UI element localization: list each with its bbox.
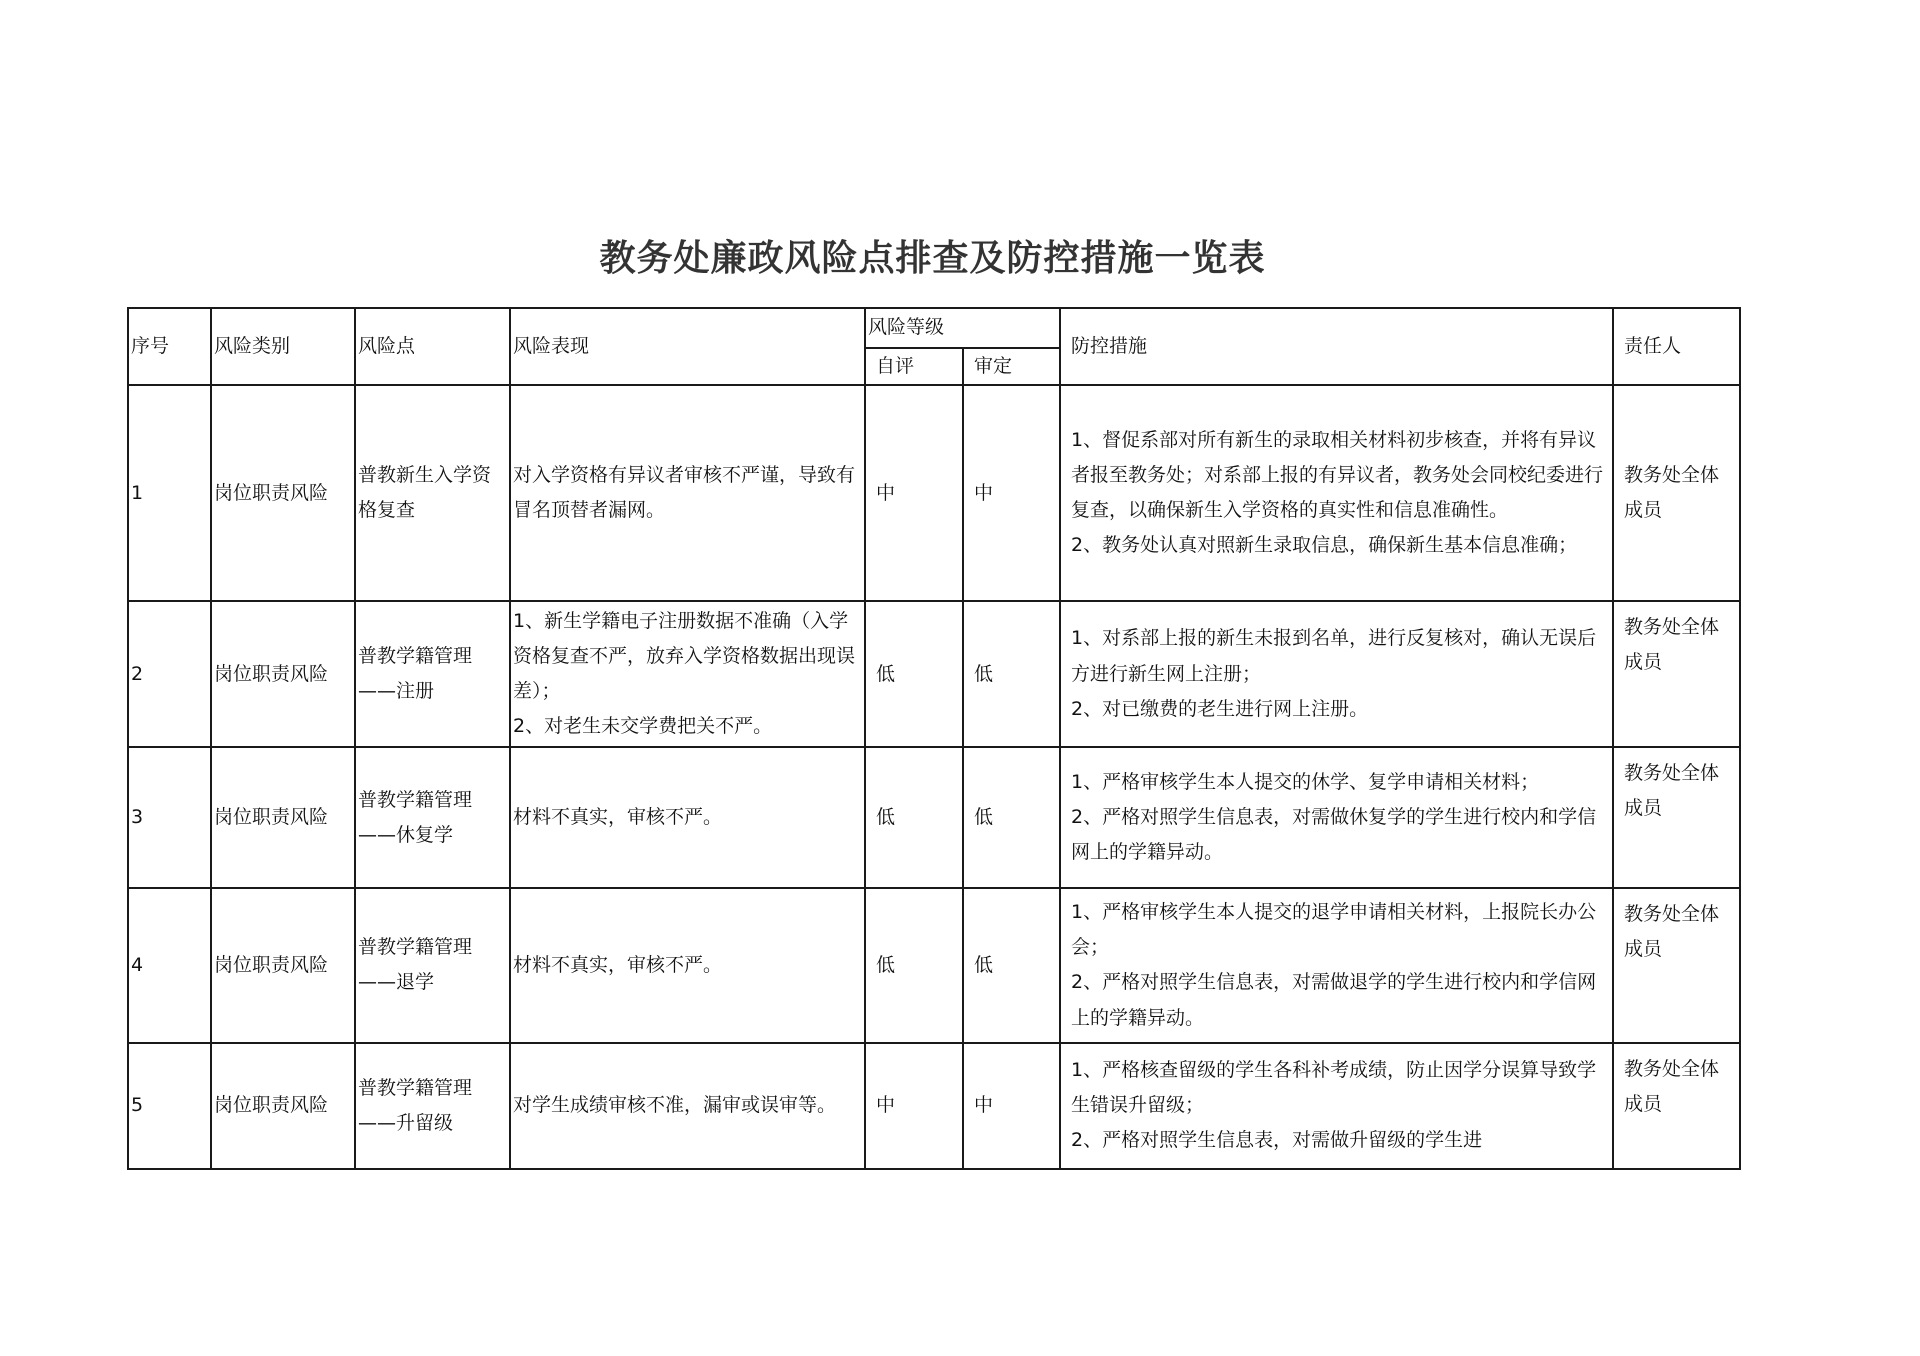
cell-category: 岗位职责风险	[211, 747, 355, 888]
measure-item: 1、严格核查留级的学生各科补考成绩，防止因学分误算导致学生错误升留级；	[1071, 1058, 1597, 1117]
cell-category: 岗位职责风险	[211, 385, 355, 601]
manifestation-item: 1、新生学籍电子注册数据不准确（入学资格复查不严，放弃入学资格数据出现误差）；	[513, 609, 856, 703]
table-row	[128, 888, 1740, 1043]
cell-self-eval: 中	[865, 1043, 963, 1169]
cell-self-eval: 低	[865, 888, 963, 1043]
cell-self-eval: 中	[865, 385, 963, 601]
cell-seq: 5	[128, 1043, 211, 1169]
header-row	[128, 308, 1740, 348]
cell-manifestation: 材料不真实，审核不严。	[510, 888, 865, 1043]
header-measures: 防控措施	[1060, 308, 1613, 385]
cell-approved: 中	[963, 1043, 1060, 1169]
table-row	[128, 385, 1740, 601]
cell-point: 普教学籍管理——注册	[355, 601, 510, 747]
cell-seq: 1	[128, 385, 211, 601]
cell-category: 岗位职责风险	[211, 601, 355, 747]
cell-manifestation	[510, 601, 865, 747]
header-level: 风险等级	[865, 308, 1060, 348]
cell-measures	[1060, 888, 1613, 1043]
cell-seq: 4	[128, 888, 211, 1043]
page-title: 教务处廉政风险点排查及防控措施一览表	[599, 237, 1266, 279]
measure-item: 2、严格对照学生信息表，对需做休复学的学生进行校内和学信网上的学籍异动。	[1071, 806, 1597, 864]
cell-point: 普教学籍管理——退学	[355, 888, 510, 1043]
cell-approved: 低	[963, 888, 1060, 1043]
cell-seq: 3	[128, 747, 211, 888]
measure-item: 1、严格审核学生本人提交的休学、复学申请相关材料；	[1071, 770, 1540, 793]
cell-approved: 低	[963, 601, 1060, 747]
risk-table	[127, 307, 1741, 1170]
cell-measures	[1060, 385, 1613, 601]
cell-owner: 教务处全体成员	[1613, 888, 1740, 1043]
cell-measures	[1060, 601, 1613, 747]
cell-self-eval: 低	[865, 601, 963, 747]
cell-manifestation: 材料不真实，审核不严。	[510, 747, 865, 888]
cell-approved: 低	[963, 747, 1060, 888]
cell-manifestation: 对学生成绩审核不准，漏审或误审等。	[510, 1043, 865, 1169]
header-manifestation: 风险表现	[510, 308, 865, 385]
measure-item: 2、严格对照学生信息表，对需做升留级的学生进	[1071, 1129, 1483, 1152]
cell-owner: 教务处全体成员	[1613, 1043, 1740, 1169]
cell-self-eval: 低	[865, 747, 963, 888]
table-row	[128, 747, 1740, 888]
cell-owner: 教务处全体成员	[1613, 747, 1740, 888]
header-self-eval: 自评	[865, 348, 963, 385]
cell-seq: 2	[128, 601, 211, 747]
cell-point: 普教学籍管理——休复学	[355, 747, 510, 888]
cell-owner: 教务处全体成员	[1613, 601, 1740, 747]
header-point: 风险点	[355, 308, 510, 385]
measure-item: 2、严格对照学生信息表，对需做退学的学生进行校内和学信网上的学籍异动。	[1071, 971, 1597, 1029]
cell-point: 普教学籍管理——升留级	[355, 1043, 510, 1169]
cell-point: 普教新生入学资格复查	[355, 385, 510, 601]
table-row	[128, 1043, 1740, 1169]
cell-category: 岗位职责风险	[211, 888, 355, 1043]
header-seq: 序号	[128, 308, 211, 385]
measure-item: 1、严格审核学生本人提交的退学申请相关材料，上报院长办公会；	[1071, 901, 1597, 959]
cell-category: 岗位职责风险	[211, 1043, 355, 1169]
measure-item: 2、对已缴费的老生进行网上注册。	[1071, 697, 1369, 720]
measure-item: 1、督促系部对所有新生的录取相关材料初步核查，并将有异议者报至教务处；对系部上报的有异议者，教务处会同校纪委进行复查，以确保新生入学资格的真实性和信息准确性。	[1071, 428, 1604, 522]
measure-item: 2、教务处认真对照新生录取信息，确保新生基本信息准确；	[1071, 534, 1578, 557]
cell-measures	[1060, 747, 1613, 888]
header-owner: 责任人	[1613, 308, 1740, 385]
measure-item: 1、对系部上报的新生未报到名单，进行反复核对，确认无误后方进行新生网上注册；	[1071, 627, 1597, 685]
cell-owner: 教务处全体成员	[1613, 385, 1740, 601]
cell-approved: 中	[963, 385, 1060, 601]
table-row	[128, 601, 1740, 747]
cell-measures	[1060, 1043, 1613, 1169]
manifestation-item: 2、对老生未交学费把关不严。	[513, 715, 773, 738]
cell-manifestation: 对入学资格有异议者审核不严谨，导致有冒名顶替者漏网。	[510, 385, 865, 601]
header-approved: 审定	[963, 348, 1060, 385]
header-category: 风险类别	[211, 308, 355, 385]
